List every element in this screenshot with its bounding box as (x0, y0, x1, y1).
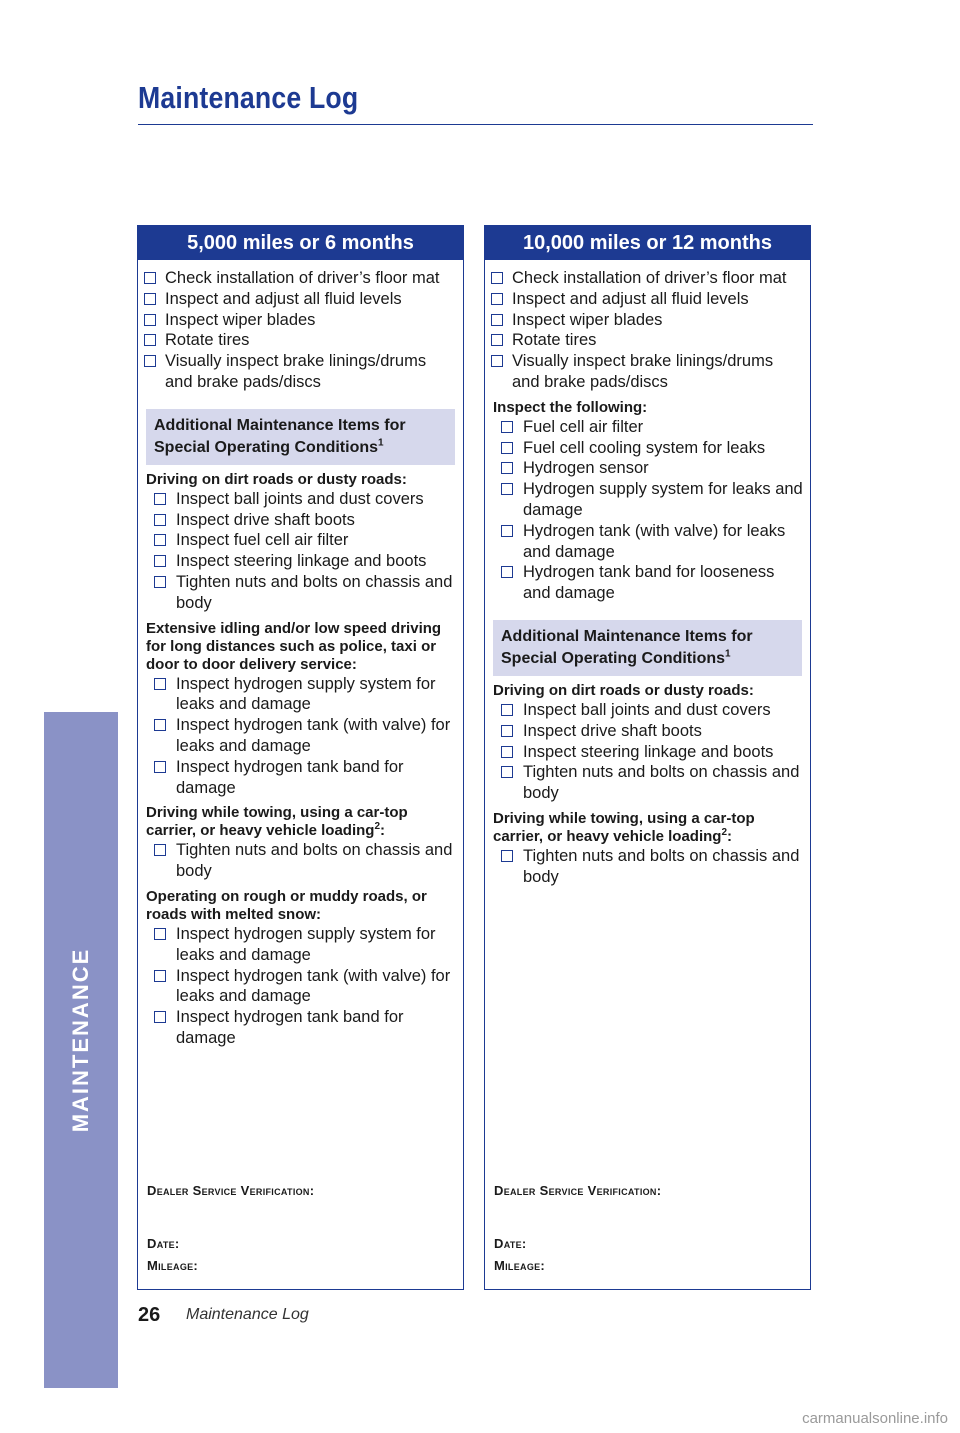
checklist-item (485, 562, 810, 604)
footnote-ref: 1 (378, 437, 384, 449)
checklist (485, 700, 810, 804)
checklist-item-text: Inspect hydrogen supply system for leaks and damage (176, 924, 436, 964)
checklist-item-text: Hydrogen sensor (523, 459, 649, 478)
checklist-item-text: Tighten nuts and bolts on chassis and body (523, 846, 800, 886)
checkbox[interactable] (501, 850, 513, 862)
checklist-item-text: Inspect drive shaft boots (523, 721, 702, 740)
checklist-item (138, 489, 463, 510)
checklist-item-text: Inspect hydrogen tank (with valve) for leaks and damage (176, 966, 451, 1006)
checklist-item-text: Rotate tires (512, 331, 597, 350)
checklist-item (138, 351, 463, 393)
footer-section-label: Maintenance Log (186, 1306, 309, 1323)
checklist-item-text: Tighten nuts and bolts on chassis and body (176, 841, 453, 881)
checklist-item (485, 700, 810, 721)
inspect-label: Inspect the following: (493, 398, 648, 416)
checkbox[interactable] (154, 493, 166, 505)
checklist-item-text: Inspect hydrogen tank (with valve) for leaks and damage (176, 716, 451, 755)
special-conditions-box (146, 409, 455, 465)
column-header: 10,000 miles or 12 months (485, 226, 810, 260)
checklist-item-text: Fuel cell air filter (523, 417, 644, 436)
checkbox[interactable] (154, 761, 166, 773)
checklist-item (485, 458, 810, 479)
checkbox[interactable] (491, 314, 503, 326)
checkbox[interactable] (501, 566, 513, 578)
condition-label: Driving while towing, using a car-top carrier, or heavy vehicle loading$^2$: (146, 804, 408, 840)
checkbox[interactable] (144, 272, 156, 284)
checklist-item-text: Inspect steering linkage and boots (176, 552, 427, 571)
checklist (485, 268, 810, 393)
checklist-item-text: Tighten nuts and bolts on chassis and body (176, 572, 453, 612)
checkbox[interactable] (501, 462, 513, 474)
checklist (138, 840, 463, 882)
column-header: 5,000 miles or 6 months (138, 226, 463, 260)
checklist-item (138, 551, 463, 572)
checkbox[interactable] (491, 293, 503, 305)
checklist (138, 268, 463, 393)
checkbox[interactable] (491, 272, 503, 284)
page-number: 26 (138, 1304, 161, 1326)
checklist-item (485, 742, 810, 763)
checklist-item (485, 310, 810, 331)
special-conditions-title: Additional Maintenance Items for Special Operating Conditions (154, 416, 406, 456)
dealer-verification-label: Dealer Service Verification: (494, 1183, 662, 1198)
checklist-item-text: Rotate tires (165, 331, 250, 350)
footnote-ref: 2 (721, 826, 728, 838)
checklist-item-text: Inspect ball joints and dust covers (176, 489, 424, 508)
checkbox[interactable] (154, 928, 166, 940)
checkbox[interactable] (501, 421, 513, 433)
checklist-item-text: Inspect wiper blades (165, 310, 316, 329)
checkbox[interactable] (144, 293, 156, 305)
checklist-item (138, 674, 463, 716)
checklist-item (485, 762, 810, 804)
checklist (138, 924, 463, 1049)
condition-label: Operating on rough or muddy roads, or roads with melted snow: (146, 887, 427, 923)
checklist-item-text: Inspect ball joints and dust covers (523, 700, 771, 719)
checkbox[interactable] (491, 334, 503, 346)
checkbox[interactable] (154, 678, 166, 690)
checklist-item-text: Fuel cell cooling system for leaks (523, 438, 766, 457)
checklist-item (138, 268, 463, 289)
log-column-10000 (484, 225, 811, 1290)
checklist (485, 417, 810, 604)
checklist-item (138, 715, 463, 757)
checklist-item (138, 840, 463, 882)
checklist-item-text: Visually inspect brake linings/drums and brake pads/discs (165, 352, 427, 391)
checklist-item (485, 438, 810, 459)
checkbox[interactable] (154, 1011, 166, 1023)
checklist-item-text: Inspect hydrogen supply system for leaks and damage (176, 674, 436, 714)
checkbox[interactable] (144, 334, 156, 346)
checklist-item (138, 289, 463, 310)
checkbox[interactable] (144, 355, 156, 367)
checklist-item (485, 289, 810, 310)
checklist-item (485, 721, 810, 742)
checklist (138, 489, 463, 614)
condition-label: Driving on dirt roads or dusty roads: (493, 681, 754, 699)
checkbox[interactable] (501, 766, 513, 778)
title-rule (138, 124, 813, 125)
checklist-item-text: Inspect hydrogen tank band for damage (176, 757, 404, 797)
date-label: Date: (147, 1236, 180, 1251)
checklist-item (485, 479, 810, 521)
dealer-verification-label: Dealer Service Verification: (147, 1183, 315, 1198)
checklist-item (485, 521, 810, 563)
checklist-item-text: Inspect hydrogen tank band for damage (176, 1008, 404, 1047)
column-body (485, 260, 810, 888)
checklist-item (485, 330, 810, 351)
checklist-item-text: Visually inspect brake linings/drums and brake pads/discs (512, 352, 774, 391)
checklist-item-text: Hydrogen tank (with valve) for leaks and damage (523, 521, 786, 561)
checkbox[interactable] (501, 442, 513, 454)
footnote-ref: 1 (725, 648, 731, 660)
checkbox[interactable] (491, 355, 503, 367)
checkbox[interactable] (154, 844, 166, 856)
checklist-item-text: Inspect and adjust all fluid levels (512, 289, 749, 308)
checklist-item-text: Hydrogen supply system for leaks and damage (523, 480, 803, 519)
checklist-item (485, 417, 810, 438)
checklist-item (485, 846, 810, 888)
checklist (485, 846, 810, 888)
checklist-item (485, 268, 810, 289)
checklist-item (138, 924, 463, 966)
special-conditions-box (493, 620, 802, 676)
checklist-item (138, 966, 463, 1008)
checklist (138, 674, 463, 799)
mileage-label: Mileage: (494, 1258, 546, 1273)
condition-label: Driving while towing, using a car-top carrier, or heavy vehicle loading$^2$: (493, 809, 755, 845)
checkbox[interactable] (154, 534, 166, 546)
checklist-item (138, 330, 463, 351)
condition-label: Driving on dirt roads or dusty roads: (146, 470, 407, 488)
checkbox[interactable] (144, 314, 156, 326)
checklist-item-text: Inspect drive shaft boots (176, 510, 355, 529)
checklist-item-text: Inspect wiper blades (512, 310, 663, 329)
checkbox[interactable] (501, 483, 513, 495)
checkbox[interactable] (154, 555, 166, 567)
checkbox[interactable] (501, 704, 513, 716)
checklist-item (138, 572, 463, 614)
checklist-item-text: Inspect and adjust all fluid levels (165, 289, 402, 308)
checklist-item-text: Inspect fuel cell air filter (176, 531, 349, 550)
section-side-tab-label: MAINTENANCE (68, 947, 93, 1133)
checkbox[interactable] (154, 719, 166, 731)
checklist-item (138, 1007, 463, 1049)
checklist-item-text: Check installation of driver’s floor mat (165, 269, 440, 287)
checkbox[interactable] (154, 970, 166, 982)
checkbox[interactable] (154, 576, 166, 588)
checklist-item (138, 310, 463, 331)
checklist-item-text: Hydrogen tank band for looseness and damage (523, 563, 775, 603)
page-title: Maintenance Log (138, 80, 359, 115)
checklist-item (485, 351, 810, 393)
checklist-item (138, 530, 463, 551)
checkbox[interactable] (501, 725, 513, 737)
log-column-5000 (137, 225, 464, 1290)
condition-label: Extensive idling and/or low speed driving for long distances such as police, taxi or door to door delivery service: (146, 619, 442, 673)
checklist-item-text: Check installation of driver’s floor mat (512, 269, 787, 287)
footnote-ref: 2 (374, 821, 381, 833)
checklist-item-text: Inspect steering linkage and boots (523, 742, 774, 761)
special-conditions-title: Additional Maintenance Items for Special Operating Conditions (501, 627, 753, 667)
column-body (138, 260, 463, 1049)
checklist-item (138, 510, 463, 531)
checklist-item (138, 757, 463, 799)
checkbox[interactable] (501, 746, 513, 758)
mileage-label: Mileage: (147, 1258, 199, 1273)
checkbox[interactable] (154, 514, 166, 526)
checkbox[interactable] (501, 525, 513, 537)
watermark-text: carmanualsonline.info (802, 1410, 948, 1427)
date-label: Date: (494, 1236, 527, 1251)
checklist-item-text: Tighten nuts and bolts on chassis and body (523, 763, 800, 803)
